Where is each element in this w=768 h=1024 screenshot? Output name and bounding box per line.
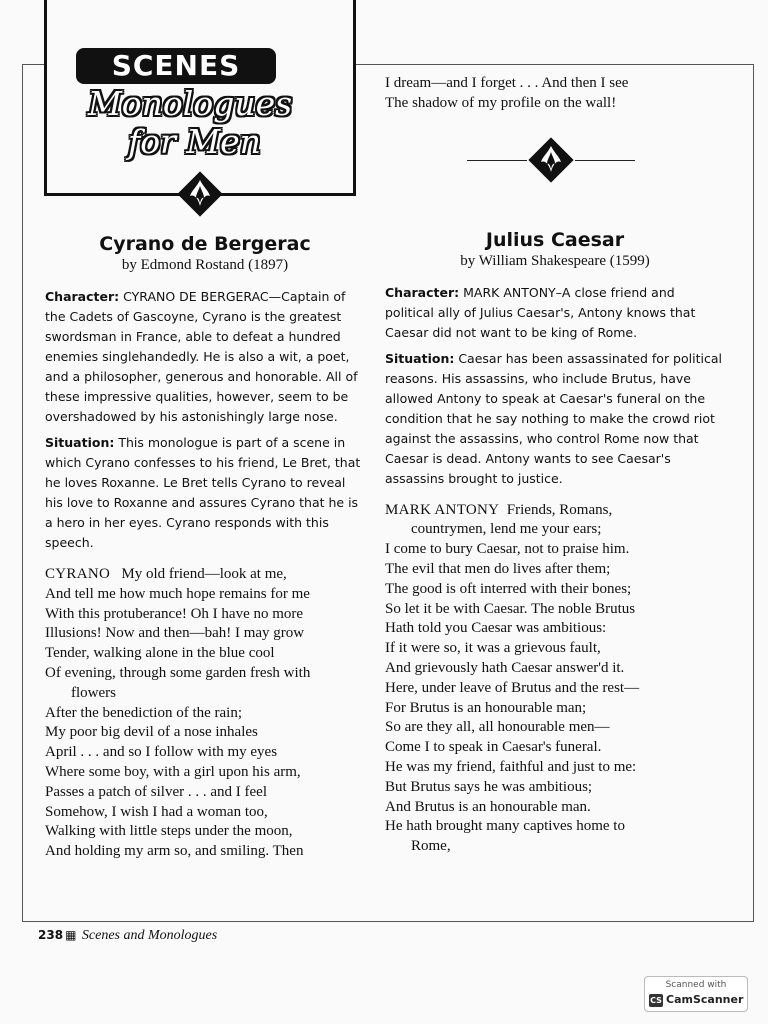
- book-icon: ▦: [65, 928, 77, 942]
- cyrano-byline: by Edmond Rostand (1897): [121, 257, 289, 273]
- verse-line: Tender, walking alone in the blue cool: [45, 645, 275, 662]
- verse-text: Friends, Romans,: [506, 501, 613, 518]
- verse-line: Of evening, through some garden fresh with: [45, 664, 311, 681]
- camscanner-watermark: [644, 976, 748, 1012]
- character-text: MARK ANTONY–A close friend and political ally of Julius Caesar's, Antony knows that Caesar did not want to be king of Rome.: [385, 284, 696, 340]
- verse-line: And grievously hath Caesar answer'd it.: [385, 659, 625, 676]
- speaker-name: CYRANO: [45, 566, 111, 582]
- verse-line: [385, 501, 725, 521]
- verse-line: I come to bury Caesar, not to praise him.: [385, 541, 630, 558]
- verse-line: But Brutus says he was ambitious;: [385, 778, 593, 795]
- antony-situation: [385, 349, 725, 489]
- cyrano-monologue: [45, 565, 365, 862]
- verse-line: And holding my arm so, and smiling. Then: [45, 843, 304, 860]
- page-footer: [38, 928, 217, 944]
- verse-line: So are they all, all honourable men—: [385, 719, 610, 736]
- verse-line: [45, 565, 365, 585]
- diamond-ornament-icon: [525, 134, 577, 186]
- situation-label: Situation:: [385, 350, 455, 366]
- antony-character: [385, 283, 725, 343]
- situation-text: Caesar has been assassinated for political reasons. His assassins, who include Brutus, have allowed Antony to speak at Caesar's funeral on the condition that he say nothing to make the crowd riot against the assassins, who control Rome now that Caesar is dead. Antony wants to see Caesar's assassins brought to justice.: [385, 350, 722, 486]
- verse-line: And tell me how much hope remains for me: [45, 585, 310, 602]
- verse-line: Rome,: [411, 838, 451, 855]
- verse-line: Hath told you Caesar was ambitious:: [385, 620, 607, 637]
- julius-caesar-byline: by William Shakespeare (1599): [460, 252, 650, 269]
- verse-text: My old friend—look at me,: [121, 566, 287, 582]
- cyrano-situation: [45, 433, 365, 553]
- verse-line: The shadow of my profile on the wall!: [385, 94, 617, 111]
- verse-line: countrymen, lend me your ears;: [411, 521, 602, 538]
- verse-line: April . . . and so I follow with my eyes: [45, 744, 278, 761]
- cyrano-continuation: [385, 74, 725, 114]
- verse-line: So let it be with Caesar. The noble Brutus: [385, 600, 636, 617]
- julius-caesar-title: Julius Caesar: [485, 228, 625, 251]
- verse-line: For Brutus is an honourable man;: [385, 699, 587, 716]
- character-label: Character:: [385, 284, 460, 300]
- verse-line: Somehow, I wish I had a woman too,: [45, 803, 268, 820]
- verse-line: Walking with little steps under the moon,: [45, 823, 293, 840]
- left-column: [45, 232, 365, 862]
- verse-line: After the benediction of the rain;: [45, 704, 243, 721]
- diamond-ornament-icon: [174, 168, 226, 220]
- right-column: [385, 74, 725, 857]
- divider-line: [575, 160, 635, 161]
- verse-line: Passes a patch of silver . . . and I feel: [45, 783, 268, 800]
- divider-line: [467, 160, 527, 161]
- antony-monologue: [385, 501, 725, 857]
- verse-line: I dream—and I forget . . . And then I see: [385, 75, 629, 91]
- cyrano-title: Cyrano de Bergerac: [99, 233, 311, 255]
- verse-line: And Brutus is an honourable man.: [385, 798, 591, 815]
- scenes-logo-text: SCENES: [76, 48, 276, 84]
- verse-line: Here, under leave of Brutus and the rest—: [385, 679, 640, 696]
- monologues-logo-text: Monologues: [88, 84, 293, 123]
- character-text: CYRANO DE BERGERAC—Captain of the Cadets of Gascoyne, Cyrano is the greatest swordsman in France, able to defeat a hundred enemies singlehandedly. He is also a wit, a poet, and a philosopher, generous and honorable. All of these impressive qualities, however, seem to be overshadowed by his astonishingly large nose.: [45, 289, 358, 424]
- verse-line: flowers: [71, 684, 116, 701]
- situation-text: This monologue is part of a scene in which Cyrano confesses to his friend, Le Bret, that he loves Roxanne. Le Bret tells Cyrano to reveal his love to Roxanne and assures Cyrano that he is a hero in her eyes. Cyrano responds with this speech.: [45, 435, 361, 550]
- verse-line: Where some boy, with a girl upon his arm,: [45, 763, 301, 780]
- verse-line: Illusions! Now and then—bah! I may grow: [45, 625, 305, 642]
- verse-line: He was my friend, faithful and just to me:: [385, 758, 637, 775]
- situation-label: Situation:: [45, 435, 115, 450]
- book-title: Scenes and Monologues: [81, 928, 218, 943]
- speaker-name: MARK ANTONY: [385, 501, 500, 518]
- verse-line: Come I to speak in Caesar's funeral.: [385, 739, 602, 756]
- verse-line: My poor big devil of a nose inhales: [45, 724, 258, 741]
- section-divider: [385, 114, 725, 206]
- camscanner-name: CamScanner: [666, 993, 744, 1006]
- verse-line: If it were so, it was a grievous fault,: [385, 640, 601, 657]
- verse-line: The evil that men do lives after them;: [385, 560, 611, 577]
- page-number: 238: [38, 928, 64, 942]
- for-men-logo-text: for Men: [128, 122, 261, 161]
- verse-line: With this protuberance! Oh I have no more: [45, 605, 304, 622]
- verse-line: He hath brought many captives home to: [385, 818, 625, 835]
- verse-line: The good is oft interred with their bones;: [385, 580, 632, 597]
- character-label: Character:: [45, 289, 120, 304]
- scanned-with-label: Scanned with: [665, 980, 727, 990]
- cyrano-character: [45, 287, 365, 427]
- camscanner-logo-icon: CS: [650, 996, 662, 1005]
